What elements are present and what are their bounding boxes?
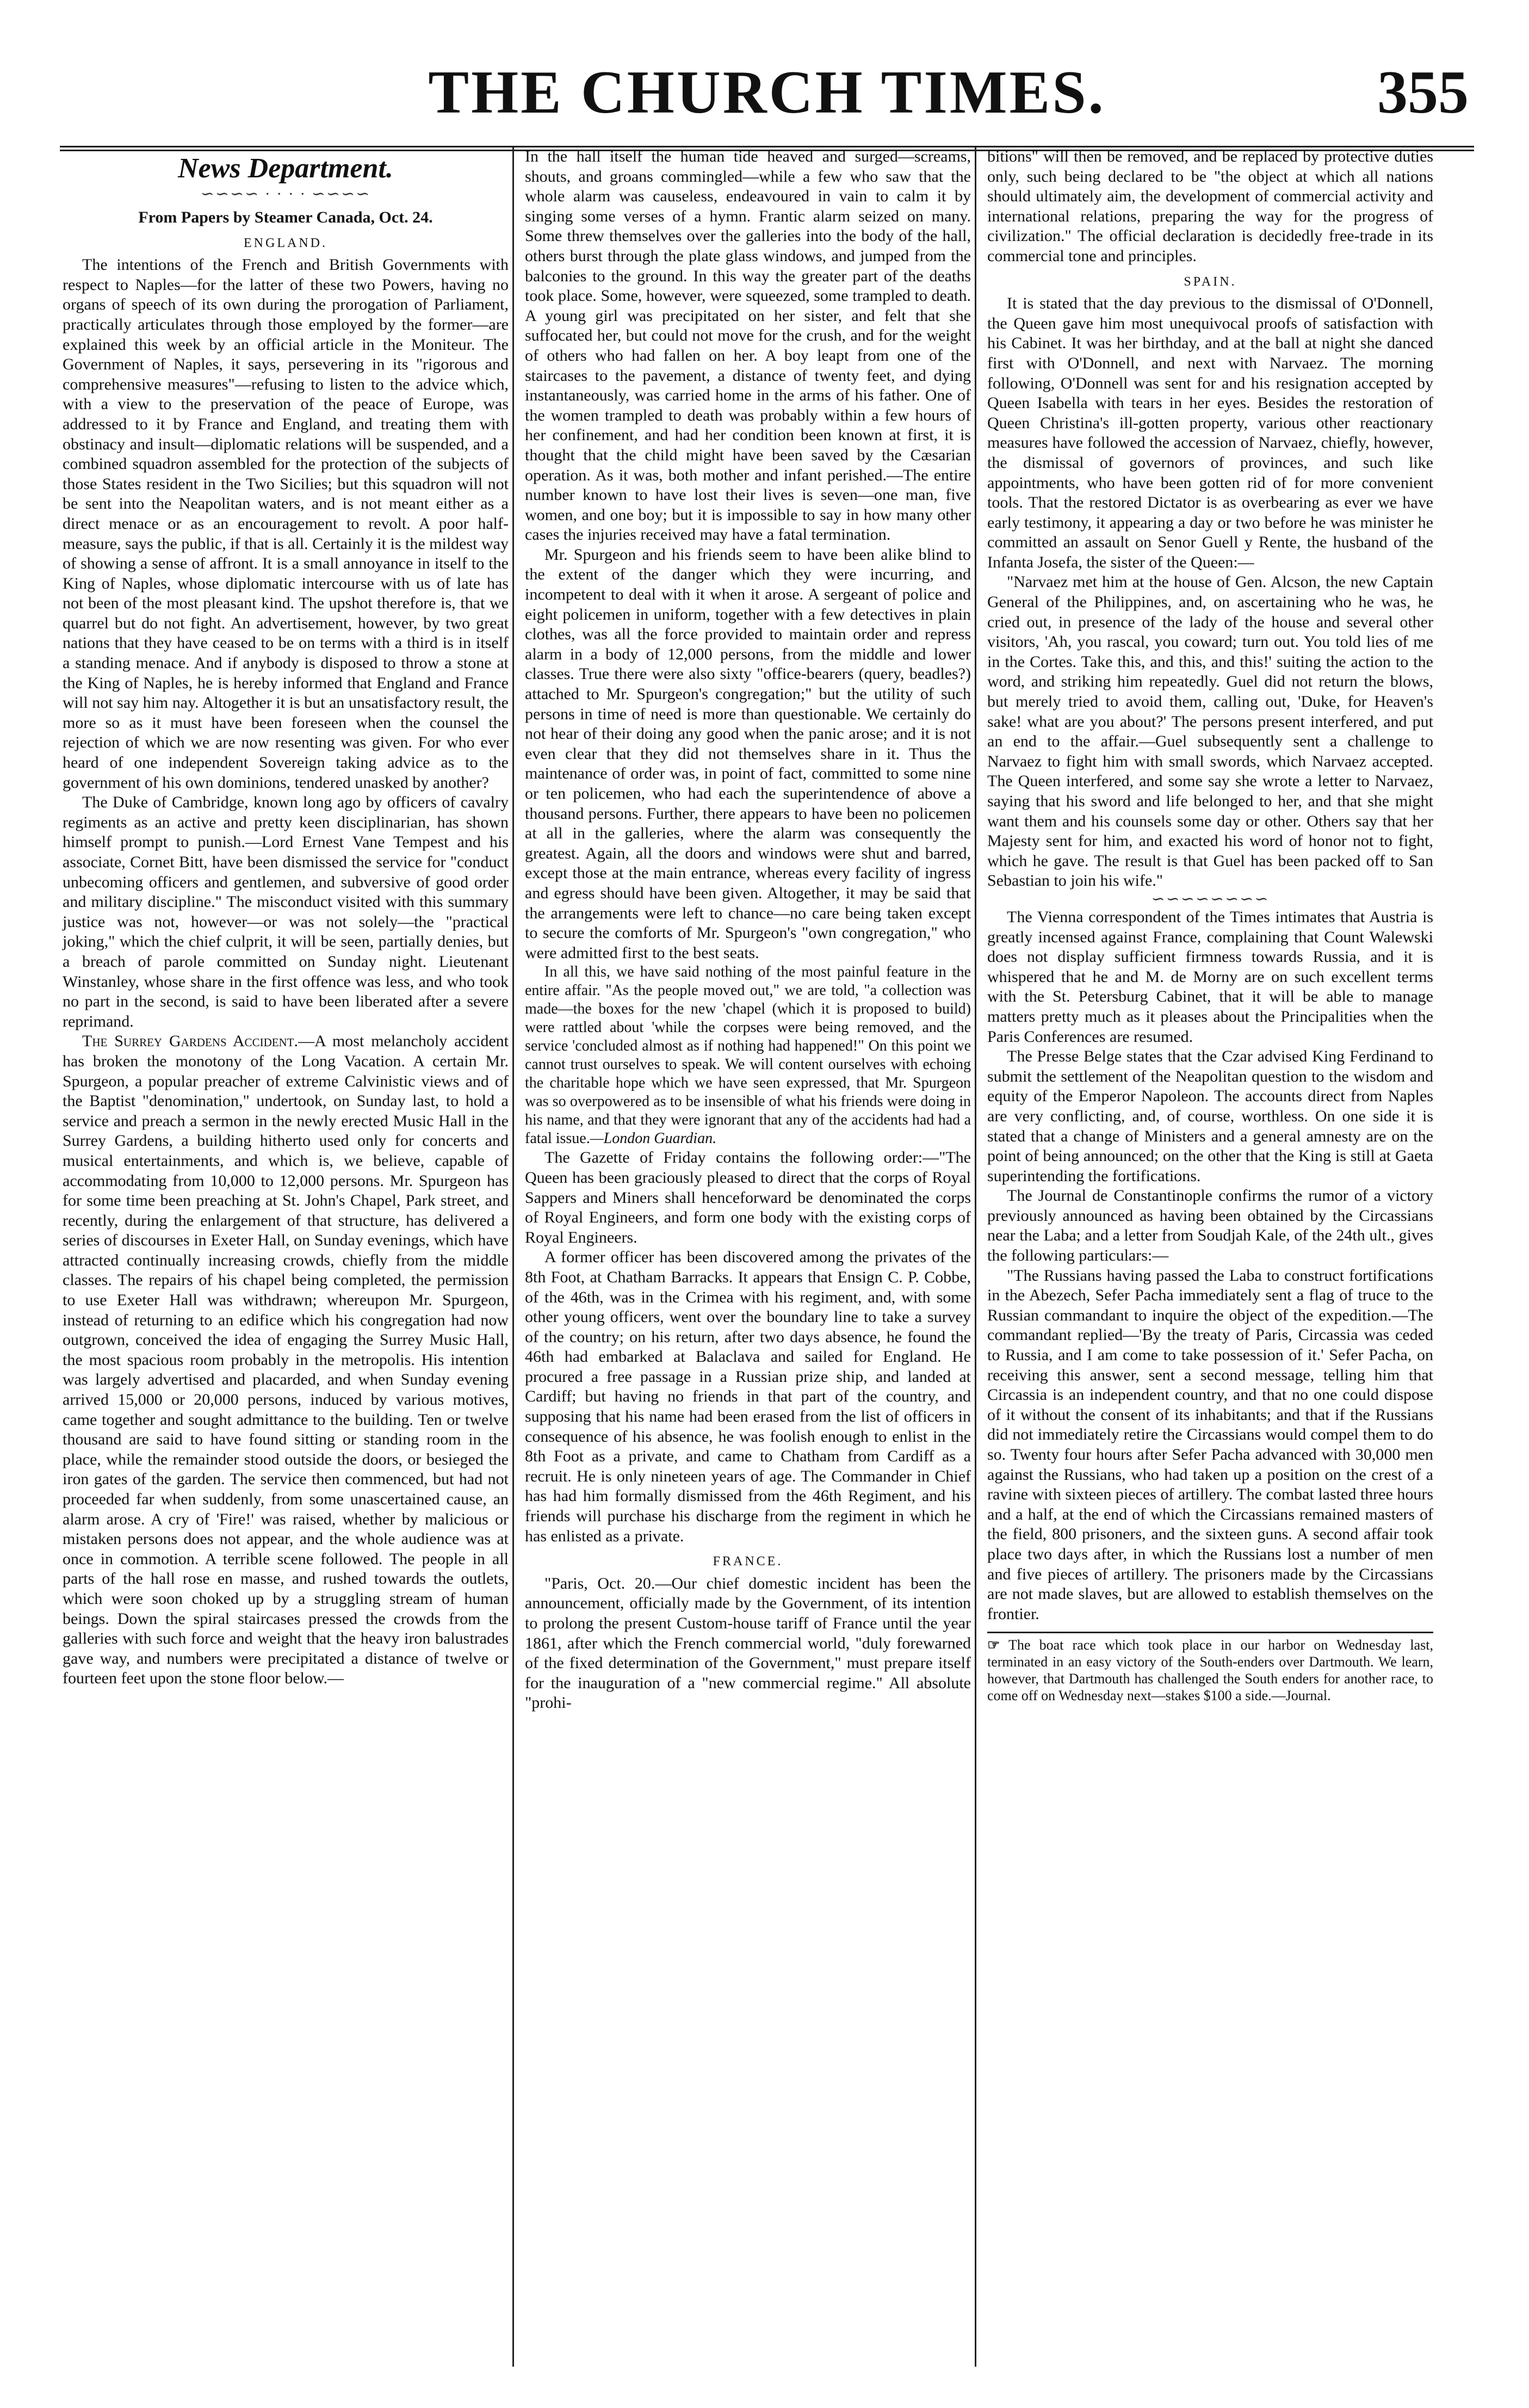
section-spain: SPAIN. [1184, 274, 1237, 289]
section-france: FRANCE. [713, 1554, 783, 1569]
article-paragraph: In the hall itself the human tide heaved and surged—screams, shouts, and groans commingled—while a few who saw that the whole alarm was causeless, endeavoured in vain to calm it by singing some verses of a hymn. Frantic alarm seized on many. Some threw themselves over the galleries into the body of the hall, others burst through the plate glass windows, and jumped from the balconies to the ground. In this way the greater part of the deaths took place. Some, however, were squeezed, some trampled to death. A young girl was precipitated on her sister, and felt that she suffocated her, but could not move for the crush, and for the weight of others who had fallen on her. A boy leapt from one of the staircases to the pavement, a distance of twenty feet, and dying instantaneously, was carried home in the arms of his father. One of the women trampled to death was probably within a few hours of her confinement, and had her condition been known at first, it is thought that the child might have been saved by the Cæsarian operation. As it was, both mother and infant perished.—The entire number known to have lost their lives is seven—one man, five women, and one boy; but it is impossible to say in how many other cases the injuries received may have a fatal termination. [525, 147, 971, 544]
source-credit: —London Guardian. [590, 1130, 717, 1147]
column-2 [525, 147, 971, 1713]
article-text: —A most melancholy accident has broken the monotony of the Long Vacation. A certain Mr. Spurgeon, a popular preacher of extreme Calvinistic views and of the Baptist "denomination," undertook, on Sunday last, to hold a service and preach a sermon in the newly erected Music Hall in the Surrey Gardens, a building hitherto used only for concerts and musical entertainments, and which is, we believe, capable of accommodating from 10,000 to 12,000 persons. Mr. Spurgeon has for some time been preaching at St. John's Chapel, Park street, and recently, during the enlargement of that structure, has delivered a series of discourses in Exeter Hall, on Sunday evenings, which have attracted continually increasing crowds, chiefly from the middle classes. The repairs of his chapel being completed, the permission to use Exeter Hall was withdrawn; whereupon Mr. Spurgeon, instead of returning to an edifice which his congregation had now outgrown, conceived the idea of engaging the Surrey Music Hall, the most spacious room probably in the metropolis. His intention was largely advertised and placarded, and when Sunday evening arrived 15,000 or 20,000 persons, induced by various motives, came together and sought admittance to the building. Ten or twelve thousand are said to have found sitting or standing room in the place, while the remainder stood outside the doors, or besieged the iron gates of the garden. The service then commenced, but had not proceeded far when suddenly, from some unascertained cause, an alarm arose. A cry of 'Fire!' was raised, whether by malicious or mistaken persons does not appear, and the whole audience was at once in commotion. A terrible scene followed. The people in all parts of the hall rose en masse, and rushed towards the outlets, which were soon choked up by a struggling stream of human beings. Down the spiral staircases pressed the crowds from the galleries with such force and weight that the heavy iron balustrades gave way, and numbers were precipitated a distance of twelve or fourteen feet upon the stone floor below.— [63, 1032, 509, 1688]
article-paragraph: A former officer has been discovered among the privates of the 8th Foot, at Chatham Barracks. It appears that Ensign C. P. Cobbe, of the 46th, was in the Crimea with his regiment, and, with some other young officers, went over the boundary line to take a survey of the country; on his return, after two days absence, he found the 46th had embarked at Balaclava and sailed for England. He procured a free passage in a Russian prize ship, and landed at Cardiff; but having no friends in that part of the country, and supposing that his name had been erased from the list of officers in consequence of his absence, he was foolish enough to enlist in the 8th Foot as a private, and came to Chatham from Cardiff as a recruit. He is only nineteen years of age. The Commander in Chief has had him formally dismissed from the 46th Regiment, and his friends will purchase his discharge from the regiment in which he has enlisted as a private. [525, 1248, 971, 1545]
article-paragraph: The Journal de Constantinople confirms the rumor of a victory previously announced as having been obtained by the Circassians near the Laba; and a letter from Soudjah Kale, of the 24th ult., gives the following particulars:— [987, 1187, 1433, 1265]
column-divider-2 [975, 147, 976, 2367]
article-paragraph: The Presse Belge states that the Czar advised King Ferdinand to submit the settlement of the Neapolitan question to the wisdom and equity of the Emperor Napoleon. The accounts direct from Naples are very conflicting, and, of course, worthless. On one side it is stated that a change of Ministers and a general amnesty are on the point of being announced; on the other that the King is still at Gaeta superintending the fortifications. [987, 1047, 1433, 1185]
pointing-hand-icon: ☞ [987, 1637, 1000, 1653]
article-paragraph: The Vienna correspondent of the Times intimates that Austria is greatly incensed against France, complaining that Count Walewski does not display sufficient firmness towards Russia, and it is whispered that he and M. de Morny are on such excellent terms with the St. Petersburg Cabinet, that it will be able to manage matters pretty much as it pleases about the Principalities when the Paris Conferences are resumed. [987, 907, 1433, 1046]
ornament-divider: ∽∽∽∽ · · · · ∽∽∽∽ [200, 185, 371, 203]
page-number: 355 [1377, 59, 1469, 126]
notice-paragraph [987, 1637, 1433, 1704]
article-paragraph: "Narvaez met him at the house of Gen. Alcson, the new Captain General of the Philippines, and, on ascertaining who he was, he cried out, in presence of the lady of the house and several other visitors, 'Ah, you rascal, you coward; turn out. You told lies of me in the Cortes. Take this, and this, and this!' suiting the action to the word, and striking him repeatedly. Guel did not return the blows, but merely tried to avoid them, calling out, 'Duke, for Heaven's sake! what are you about?' The persons present interfered, and put an end to the affair.—Guel subsequently sent a challenge to Narvaez to fight him with small swords, which Narvaez accepted. The Queen interfered, and some say she wrote a letter to Narvaez, saying that his sword and life belonged to her, and that she might want them and his counsels some day or other. Others say that her Majesty sent for him, and exacted his word of honor not to fight, which he gave. The result is that Guel has been packed off to San Sebastian to join his wife." [987, 573, 1433, 890]
article-lead: The Surrey Gardens Accident. [82, 1032, 299, 1051]
column-divider-1 [512, 147, 514, 2367]
ornament-divider: ∽∽∽∽∽∽∽∽ [1151, 890, 1270, 908]
article-paragraph: Mr. Spurgeon and his friends seem to have been alike blind to the extent of the danger which they were incurring, and incompetent to deal with it when it arose. A sergeant of police and eight policemen in uniform, together with a few detectives in plain clothes, was all the force provided to maintain order and repress alarm in a body of 12,000 persons, from the middle and lower classes. True there were also sixty "office-bearers (query, beadles?) attached to Mr. Spurgeon's congregation;" but the utility of such persons in time of need is more than questionable. We certainly do not hear of their doing any good when the panic arose; and it is not even clear that they did not themselves share in it. Thus the maintenance of order was, in point of fact, committed to some nine or ten policemen, who had each the superintendence of above a thousand persons. Further, there appears to have been no policemen at all in the galleries, where the alarm was consequently the greatest. Again, all the doors and windows were shut and barred, except those at the main entrance, whereas every facility of ingress and egress should have been given. Altogether, it may be said that the arrangements were left to chance—no care being taken except to secure the comforts of Mr. Spurgeon's "own congregation," who were admitted first to the best seats. [525, 545, 971, 962]
article-paragraph: The intentions of the French and British Governments with respect to Naples—for the latter of these two Powers, having no organs of speech of its own during the prorogation of Parliament, practically articulates through those employed by the former—are explained this week by an official article in the Moniteur. The Government of Naples, it says, persevering in its "rigorous and comprehensive measures"—refusing to listen to the advice which, with a view to the preservation of the peace of Europe, was addressed to it by France and England, and treating them with obstinacy and insult—diplomatic relations will be suspended, and a combined squadron assembled for the protection of the subjects of those States resident in the Two Sicilies; but this squadron will not be sent into the Neapolitan waters, and is not meant either as a direct menace or as an encouragement to revolt. A poor half-measure, says the public, if that is all. Certainly it is the mildest way of showing a sense of affront. It is a small annoyance in itself to the King of Naples, whose diplomatic intercourse with us of late has not been of the most pleasant kind. The upshot therefore is, that we quarrel but do not fight. An advertisement, however, by two great nations that they have ceased to be on terms with a third is in itself a standing menace. And if anybody is disposed to throw a stone at the King of Naples, he is hereby informed that England and France will not say him nay. Altogether it is but an unsatisfactory result, the more so as it must have been foreseen when the counsel the rejection of which we are now resenting was given. For who ever heard of one independent Sovereign taking advice as to the government of his own dominions, tendered unasked by another? [63, 256, 509, 792]
newspaper-title: THE CHURCH TIMES. [428, 59, 1106, 126]
column-3 [987, 147, 1433, 1704]
section-england: ENGLAND. [244, 236, 327, 250]
article-paragraph [525, 963, 971, 1148]
column-1 [63, 147, 509, 1689]
notice-rule [987, 1632, 1433, 1633]
masthead [60, 49, 1474, 152]
article-paragraph: "Paris, Oct. 20.—Our chief domestic incident has been the announcement, officially made by the Government, of its intention to prolong the present Custom-house tariff of France until the year 1861, after which the French commercial world, "duly forewarned of the fixed determination of the Government," must prepare itself for the inauguration of a "new commercial regime." All absolute "prohi- [525, 1574, 971, 1712]
article-paragraph: "The Russians having passed the Laba to construct fortifications in the Abezech, Sefer Pacha immediately sent a flag of truce to the Russian commandant to inquire the object of the expedition.—The commandant replied—'By the treaty of Paris, Circassia was ceded to Russia, and I am come to take possession of it.' Sefer Pacha, on receiving this answer, sent a second message, telling him that Circassia is an independent country, and that no one could dispose of it without the consent of its inhabitants; and that if the Russians did not immediately retire the Circassians would compel them to do so. Twenty four hours after Sefer Pacha advanced with 30,000 men against the Russians, who had taken up a position on the crest of a ravine with sixteen pieces of artillery. The combat lasted three hours and a half, at the end of which the Circassians remained masters of the field, 800 prisoners, and the sixteen guns. A second affair took place two days after, in which the Russians lost a number of men and five pieces of artillery. The prisoners made by the Circassians are not made slaves, but are allowed to establish themselves on the frontier. [987, 1266, 1433, 1623]
source-line: From Papers by Steamer Canada, Oct. 24. [138, 208, 433, 226]
notice-text: The boat race which took place in our harbor on Wednesday last, terminated in an easy victory of the South-enders over Dartmouth. We learn, however, that Dartmouth has challenged the South enders for another race, to come off on Wednesday next—stakes $100 a side.—Journal. [987, 1637, 1433, 1704]
article-paragraph: bitions" will then be removed, and be replaced by protective duties only, such being declared to be "the object at which all nations should ultimately aim, the development of commercial activity and international relations, preparing the way for the progress of civilization." The official declaration is decidedly free-trade in its commercial tone and principles. [987, 147, 1433, 265]
department-heading: News Department. [178, 153, 393, 184]
article-paragraph: The Gazette of Friday contains the following order:—"The Queen has been graciously pleased to direct that the corps of Royal Sappers and Miners shall henceforward be denominated the corps of Royal Engineers, and form one body with the existing corps of Royal Engineers. [525, 1149, 971, 1246]
article-paragraph: The Duke of Cambridge, known long ago by officers of cavalry regiments as an active and pretty keen disciplinarian, has shown himself prompt to punish.—Lord Ernest Vane Tempest and his associate, Cornet Bitt, have been dismissed the service for "conduct unbecoming officers and gentlemen, and subversive of good order and military discipline." The misconduct visited with this summary justice was not, however—or was not solely—the "practical joking," which the chief culprit, it will be seen, partially denies, but a breach of parole committed on Sunday night. Lieutenant Winstanley, whose share in the first offence was less, and who took no part in the second, is said to have been liberated after a severe reprimand. [63, 793, 509, 1030]
article-text: In all this, we have said nothing of the most painful feature in the entire affair. "As the people moved out," we are told, "a collection was made—the boxes for the new 'chapel (which it is proposed to build) were rattled about 'while the corpses were being removed, and the service 'concluded almost as if nothing had happened!" On this point we cannot trust ourselves to speak. We will content ourselves with echoing the charitable hope which we have seen expressed, that Mr. Spurgeon was so overpowered as to be insensible of what his friends were doing in his name, and that they were ignorant that any of the accidents had had a fatal issue. [525, 964, 971, 1147]
article-paragraph [63, 1032, 509, 1689]
article-paragraph: It is stated that the day previous to the dismissal of O'Donnell, the Queen gave him most unequivocal proofs of satisfaction with his Cabinet. It was her birthday, and at the ball at night she danced first with O'Donnell, and next with Narvaez. The morning following, O'Donnell was sent for and his resignation accepted by Queen Isabella with tears in her eyes. Besides the restoration of Queen Christina's ill-gotten property, various other reactionary measures have followed the accession of Narvaez, chiefly, however, the dismissal of governors of provinces, and such like appointments, who have been gotten rid of for more convenient tools. That the restored Dictator is as overbearing as ever we have early testimony, it appearing a day or two before he was minister he committed an assault on Senor Guell y Rente, the husband of the Infanta Josefa, the sister of the Queen:— [987, 294, 1433, 571]
